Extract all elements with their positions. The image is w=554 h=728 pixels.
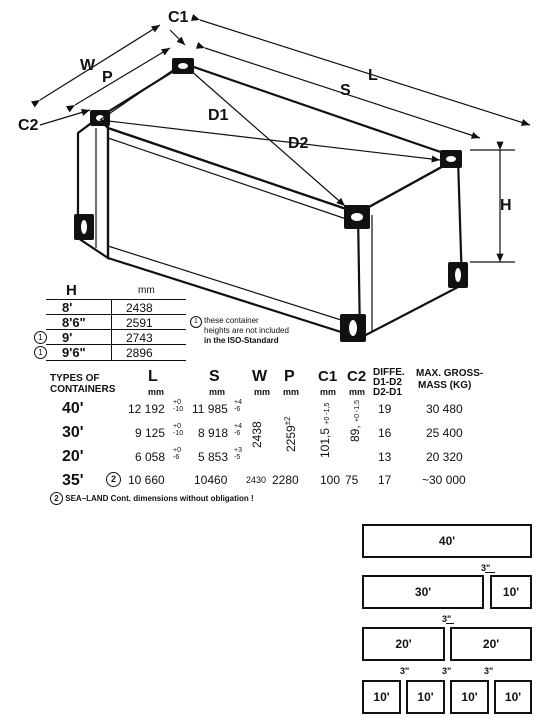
height-row-mm: 2896 [126,346,153,360]
header-types: CONTAINERS [50,384,116,395]
row-mass: ~30 000 [422,473,466,487]
row-w: 2430 [246,475,267,485]
height-row-mm: 2743 [126,331,153,345]
label-w: W [80,57,96,74]
row-s: 11 985 [192,402,228,416]
s-tol: +4 [234,399,242,406]
l-tol: -10 [173,430,184,437]
height-row-h: 8'6" [62,315,86,330]
header-p-mm: mm [283,387,300,397]
label-p: P [102,69,113,86]
note-line: heights are not included [204,326,289,335]
row-l: 9 125 [135,426,166,440]
dimension-table [0,366,554,506]
row-type: 40' [62,400,84,417]
header-c1: C1 [318,368,338,385]
row-c1: 100 [320,473,341,487]
row-mass: 25 400 [426,426,463,440]
container-right-end [358,158,462,338]
combo-box-10: 10' [450,680,489,714]
header-c2-mm: mm [349,387,366,397]
footnote-marker: 1 [34,331,47,344]
header-w: W [252,368,268,385]
header-diffe: D2-D1 [373,387,402,398]
merged-p: 2259 [284,425,298,452]
row-diffe: 19 [378,402,392,416]
height-row-h: 9'6" [62,345,86,360]
sealand-footnote [50,492,254,505]
height-row-mm: 2438 [126,301,153,315]
header-s-mm: mm [209,387,226,397]
combo-box-10: 10' [406,680,445,714]
header-max: MASS (KG) [418,380,472,391]
header-c1-mm: mm [320,387,337,397]
row-diffe: 13 [378,450,392,464]
label-d2: D2 [288,135,309,152]
l-tol: -6 [173,454,180,461]
gap-label: 3" [442,614,452,624]
row-l: 6 058 [135,450,166,464]
header-diffe: D1-D2 [373,377,402,388]
label-h: H [500,197,512,214]
header-l-mm: mm [148,387,165,397]
row-diffe: 16 [378,426,392,440]
header-s: S [209,368,220,385]
note-line: in the ISO-Standard [204,336,279,345]
label-s: S [340,82,351,99]
gap-label: 3" [484,666,494,676]
row-mass: 20 320 [426,450,463,464]
header-c2: C2 [347,368,367,385]
combo-box-20: 20' [450,627,532,661]
row-s: 5 853 [198,450,229,464]
row-s: 10460 [194,473,228,487]
gap-label: 3" [481,563,491,573]
header-p: P [284,368,295,385]
combo-box-10: 10' [490,575,532,609]
header-l: L [148,368,158,385]
footnote-marker: 1 [34,346,47,359]
row-type: 20' [62,448,84,465]
height-row-mm: 2591 [126,316,153,330]
s-tol: +3 [234,447,242,454]
height-row-h: 8' [62,300,73,315]
row-c2: 75 [345,473,359,487]
row-l: 10 660 [128,473,165,487]
row-type: 30' [62,424,84,441]
note-line: these container [204,316,259,325]
height-row-h: 9' [62,330,73,345]
container-top-face [98,64,458,213]
l-tol: +0 [173,423,181,430]
merged-c2: 89, [348,425,362,442]
header-max: MAX. GROSS- [416,368,484,379]
combo-box-20: 20' [362,627,445,661]
gap-marker [485,572,495,573]
combo-box-10: 10' [494,680,532,714]
combo-box-30: 30' [362,575,484,609]
merged-c2-tol: +0 -1,5 [354,399,361,422]
row-mass: 30 480 [426,402,463,416]
header-w-mm: mm [254,387,271,397]
label-d1: D1 [208,107,229,124]
footnote-marker: 2 [106,472,121,487]
label-c1: C1 [168,9,189,26]
combo-box-10: 10' [362,680,401,714]
s-tol: -6 [234,406,241,413]
height-header-mm: mm [138,285,155,296]
header-types: TYPES OF [50,373,100,384]
s-tol: -6 [234,430,241,437]
height-note [190,316,330,346]
gap-label: 3" [442,666,452,676]
label-c2: C2 [18,117,39,134]
l-tol: +0 [173,447,181,454]
gap-label: 3" [400,666,410,676]
height-header-h: H [66,282,77,299]
l-tol: -10 [173,406,184,413]
s-tol: -5 [234,454,241,461]
row-l: 12 192 [128,402,165,416]
row-diffe: 17 [378,473,392,487]
footnote-marker: 2 [50,492,63,505]
gap-marker [446,623,454,624]
height-table [38,282,186,362]
row-s: 8 918 [198,426,229,440]
header-diffe: DIFFE. [373,367,405,378]
footnote-text: SEA–LAND Cont. dimensions without obligation ! [65,494,254,503]
merged-c1-tol: +0 -1,5 [324,402,331,425]
row-type: 35' [62,472,84,489]
merged-w: 2438 [250,421,264,448]
row-p: 2280 [272,473,299,487]
note-marker: 1 [190,316,202,328]
merged-c1: 101,5 [318,427,332,458]
l-tol: +0 [173,399,181,406]
merged-p-tol: ±2 [283,416,292,426]
label-l: L [368,67,378,84]
s-tol: +4 [234,423,242,430]
combo-box-40: 40' [362,524,532,558]
